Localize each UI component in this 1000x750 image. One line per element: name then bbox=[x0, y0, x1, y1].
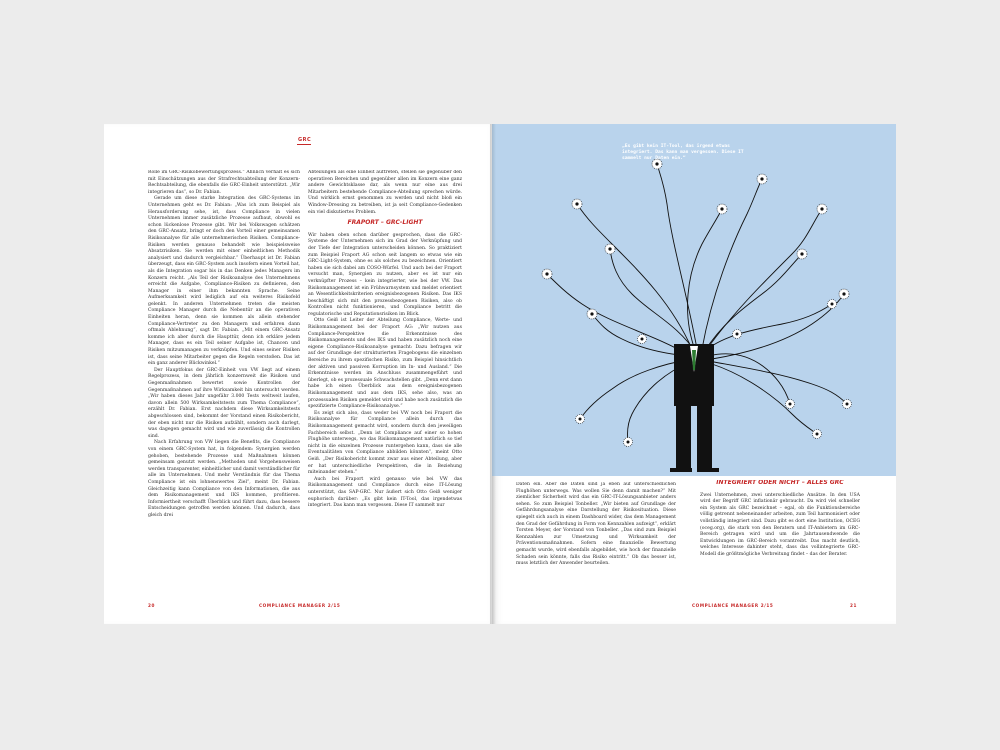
right-column-1 bbox=[516, 482, 676, 592]
section-tag-rule bbox=[297, 144, 311, 145]
body-paragraph: Rolle im GRC-Risikobewertungsprozess.“ Ähnlich verhält es sich mit Einschätzungen aus der Strafrechtsabteilung der Konzern-Rechtsabteilung, die ebenfalls die GRC-Einheit unterstützt. „Wir integrieren das“, so Dr. Fabian. bbox=[148, 170, 300, 195]
illustration bbox=[492, 124, 896, 476]
footer-magazine-title-left: COMPLIANCE MANAGER 2/15 bbox=[259, 603, 341, 608]
left-column-1 bbox=[148, 170, 300, 600]
businessman-figure bbox=[670, 344, 719, 472]
body-paragraph: Wir haben oben schon darüber gesprochen, dass die GRC-Systeme der Unternehmen sich im Grad der Verknüpfung und der Tiefe der Integration unterscheiden können. So praktiziert zum Beispiel Fraport AG schon seit langem so etwas wie ein GRC-Light-System, ohne es als solches zu bezeichnen. Orientiert haben sie sich dabei am COSO-Würfel. Und auch bei der Fraport versucht man, Synergien zu nutzen, aber es ist nur ein verknüpfter Prozess – kein integrierter, wie bei der VW. Das Risikomanagement ist ein Frühwarnsystem und meldet orientiert an Wesentlichkeitskriterien ereignisbezogenen Risiken. Das IKS beschäftigt sich mit den prozessbezogenen Risiken, also ob Kontrollen nicht funktionieren, und Compliance betritt die regulatorische und Reputationsrisiken im Blick. bbox=[308, 232, 462, 317]
body-paragraph: Es zeigt sich also, dass weder bei VW noch bei Fraport die Risikoanalyse für Compliance allein durch das Risikomanagement gemacht wird, sondern durch den jeweiligen Fachbereich selbst. „Denn ist Compliance auf einer so hohen Flughöhe unterwegs, wo das Risikomanagement natürlich so tief nicht in die einzelnen Prozesse runtergehen kann, dass sie alle Eventualitäten von Compliance abbilden könnten“, meint Otto Geiß. „Der Risikobericht kommt zwar aus einer Abteilung, aber er hat unterschiedliche Perspektiven, die in Beziehung miteinander stehen.“ bbox=[308, 410, 462, 476]
subhead-fraport: FRAPORT – GRC-LIGHT bbox=[347, 219, 423, 227]
footer-magazine-title-right: COMPLIANCE MANAGER 2/15 bbox=[692, 603, 774, 608]
body-paragraph: Der Hauptfokus der GRC-Einheit von VW liegt auf einem Regelprozess, in dem jährlich konzernweit die Risiken und Gegenmaßnahmen bewertet sowie Kontrollen der Gegenmaßnahmen auf ihre Wirksamkeit hin untersucht werden. „Wir haben dieses Jahr ungefähr 3.000 Tests weltweit laufen, davon allein 500 Wirksamkeitstests zum Thema Compliance“, erzählt Dr. Fabian. Erst nachdem diese Wirksamkeitstests abgeschlossen sind, bekommt der Vorstand einen Risikobericht, der eben nicht nur die Risiken aufzählt, sondern auch darlegt, was dagegen gemacht wird und wie zuverlässig die Kontrollen sind. bbox=[148, 367, 300, 439]
magazine-spread bbox=[104, 124, 896, 624]
left-column-2 bbox=[308, 170, 462, 600]
right-column-2 bbox=[700, 480, 860, 592]
right-page bbox=[492, 124, 896, 624]
left-page bbox=[104, 124, 498, 624]
illustration-quote: „Es gibt kein IT-Tool, das irgend etwas integriert. Das kann man vergessen. Diese IT sammelt nur Daten ein.“ bbox=[622, 144, 744, 161]
body-paragraph: Nach Erfahrung von VW liegen die Benefits, die Compliance von einem GRC-System hat, in folgendem: Synergien werden gehoben, bestehende Prozesse und Maßnahmen können gemeinsam genutzt werden. „Methoden und Vorgehensweisen werden transparenter, einheitlicher und damit verständlicher für alle im Unternehmen. Und mehr Verständnis für das Thema Compliance ist ein lohnenswertes Ziel“, meint Dr. Fabian. Gleichzeitig kann Compliance von den Informationen, die aus dem Risikomanagement und IKS kommen, profitieren. Informiertheit verschafft Überblick und führt dazu, dass bessere Entscheidungen getroffen werden können. Und dadurch, dass gleich drei bbox=[148, 440, 300, 518]
body-paragraph: Abteilungen als eine Einheit auftreten, stellen sie gegenüber den operativen Bereichen und gegenüber allen im Konzern eine ganz andere Gewichtsklasse dar, als wenn nur eine aus drei Mitarbeitern bestehende Compliance-Abteilung sprechen würde. Und wirklich ernst genommen zu werden und nicht bloß ein Window-Dressing zu betreiben, ist ja seit Compliance-Gedenken ein viel diskutiertes Problem. bbox=[308, 170, 462, 215]
page-number-right: 21 bbox=[850, 603, 858, 608]
body-paragraph: Daten ein. Aber die Daten sind ja eben auf unterschiedlichen Flughöhen unterwegs. Was wollen Sie denn damit machen?“ Mit ziemlicher Sicherheit wird das ein GRC-IT-Lösungsanbieter anders sehen. So zum Beispiel Tonbeller. „Wir bieten auf Grundlage der Gefährdungsanalyse eine Darstellung der Risikosituation. Diese spiegelt sich auch in einem Dashboard wider, das dem Management den Grad der Gefährdung in Form von Kennzahlen aufzeigt“, erklärt Torsten Meyer, der Vorstand von Tonbeller. „Das sind zum Beispiel Kennzahlen zur Umsetzung und Wirksamkeit der Präventionsmaßnahmen. Sofern eine finanzielle Bewertung gemacht wurde, wird ebenfalls abgebildet, wie hoch der finanzielle Schaden sein könnte, falls das Risiko eintritt.“ Ob das besser ist, muss letztlich der Anwender beurteilen. bbox=[516, 482, 676, 567]
spine-gutter bbox=[490, 124, 496, 624]
body-paragraph: Auch bei Fraport wird genauso wie bei VW das Risikomanagement und Compliance durch eine IT-Lösung unterstützt, das SAP-GRC. Nur äußert sich Otto Geiß weniger euphorisch darüber: „Es gibt kein IT-Tool, das irgendetwas integriert. Das kann man vergessen. Diese IT sammelt nur bbox=[308, 476, 462, 509]
tentacle-man-illustration bbox=[492, 124, 896, 476]
section-tag: GRC bbox=[298, 137, 312, 143]
body-paragraph: Gerade um diese starke Integration des GRC-Systems im Unternehmen geht es Dr. Fabian: „Was ich zum Beispiel als Herausforderung sehe, ist, dass Compliance in vielen Unternehmen immer zusätzliche Prozesse aufbaut, obwohl es schon lückenlose Prozesse gibt. Wir bei Volkswagen schätzen den GRC-Ansatz, bringt er doch den Vorteil einer gemeinsamen Risikoanalyse für alle unternehmerischen Risiken. Compliance-Risiken werden genauso behandelt wie beispielsweise Absatzrisiken. Sie werden mit einer einheitlichen Methodik analysiert und dadurch vergleichbar.“ Überhaupt ist Dr. Fabian überzeugt, dass ein GRC-System auch insofern einen Vorteil hat, als die Integration sogar bis in das Denken jedes Managers im Konzern reicht. „Als Teil der Risikoanalyse des Unternehmens erreicht die Aufgabe, Compliance-Risiken zu definieren, den Manager in einer ihm bekannten Sprache. Seine Aufmerksamkeit wird lediglich auf ein weiteres Risikofeld gelenkt. In anderen Unternehmen treten die meisten Compliance Manager durch die Nebentür an die operativen Einheiten heran, denn sie kommen als allein stehender Compliance-Vertreter zu den Managern und erfahren dann oftmals Ablehnung“, sagt Dr. Fabian. „Mit einem GRC-Ansatz komme ich aber durch die Haupttür, denn ich erkläre jedem Manager, dass es ein Teil seiner Aufgabe ist, Chancen und Risiken mitzumanagen zu verknüpfen. Und eines seiner Risiken ist, dass seine Mitarbeiter gegen die Regeln verstoßen. Das ist ein ganz anderer Blickwinkel.“ bbox=[148, 196, 300, 367]
body-paragraph: Otto Geiß ist Leiter der Abteilung Compliance, Werte- und Risikomanagement bei der Fraport AG: „Wir nutzen aus Compliance-Perspektive die Erkenntnisse des Risikomanagements und des IKS und haben zusätzlich noch eine eigene Compliance-Risikoanalyse gemacht: Dazu befragen wir auf der Grundlage der strukturierten Fragebogens die einzelnen Bereiche zu ihrem spezifischen Risiko, zum Beispiel hinsichtlich der aktiven und passiven Korruption im In- und Ausland.“ Die Erkenntnisse werden im Anschluss zusammengeführt und überlegt, ob es prozessuale Schwachstellen gibt. „Denn erst dann habe ich einen Überblick aus dem ereignisbezogenen Risikomanagement und aus dem IKS, sehe also, was an prozessualen Risiken gemeldet wird und habe noch zusätzlich die spezifizierte Compliance-Risikoanalyse.“ bbox=[308, 318, 462, 410]
page-number-left: 20 bbox=[148, 603, 156, 608]
body-paragraph: Zwei Unternehmen, zwei unterschiedliche Ansätze. In den USA wird der Begriff GRC inflationär gebraucht. Da wird viel schneller ein System als GRC bezeichnet – egal, ob die Funktionsbereiche völlig getrennt nebeneinander arbeiten, zum Teil harmonisiert oder vollständig integriert sind. Dazu gibt es dort eine Institution, OCEG (oceg.org), die stark von den Beratern und IT-Anbietern im GRC-Bereich getragen wird und um die Jahrtausendwende die Entwicklungen im GRC-Bereich vorantreibt. Das macht deutlich, welches Interesse dahinter steht, dass das vollintegrierte GRC-Modell die größtmögliche Verbreitung findet – das der Berater. bbox=[700, 492, 860, 557]
subhead-integriert: INTEGRIERT ODER NICHT – ALLES GRC bbox=[716, 480, 844, 486]
